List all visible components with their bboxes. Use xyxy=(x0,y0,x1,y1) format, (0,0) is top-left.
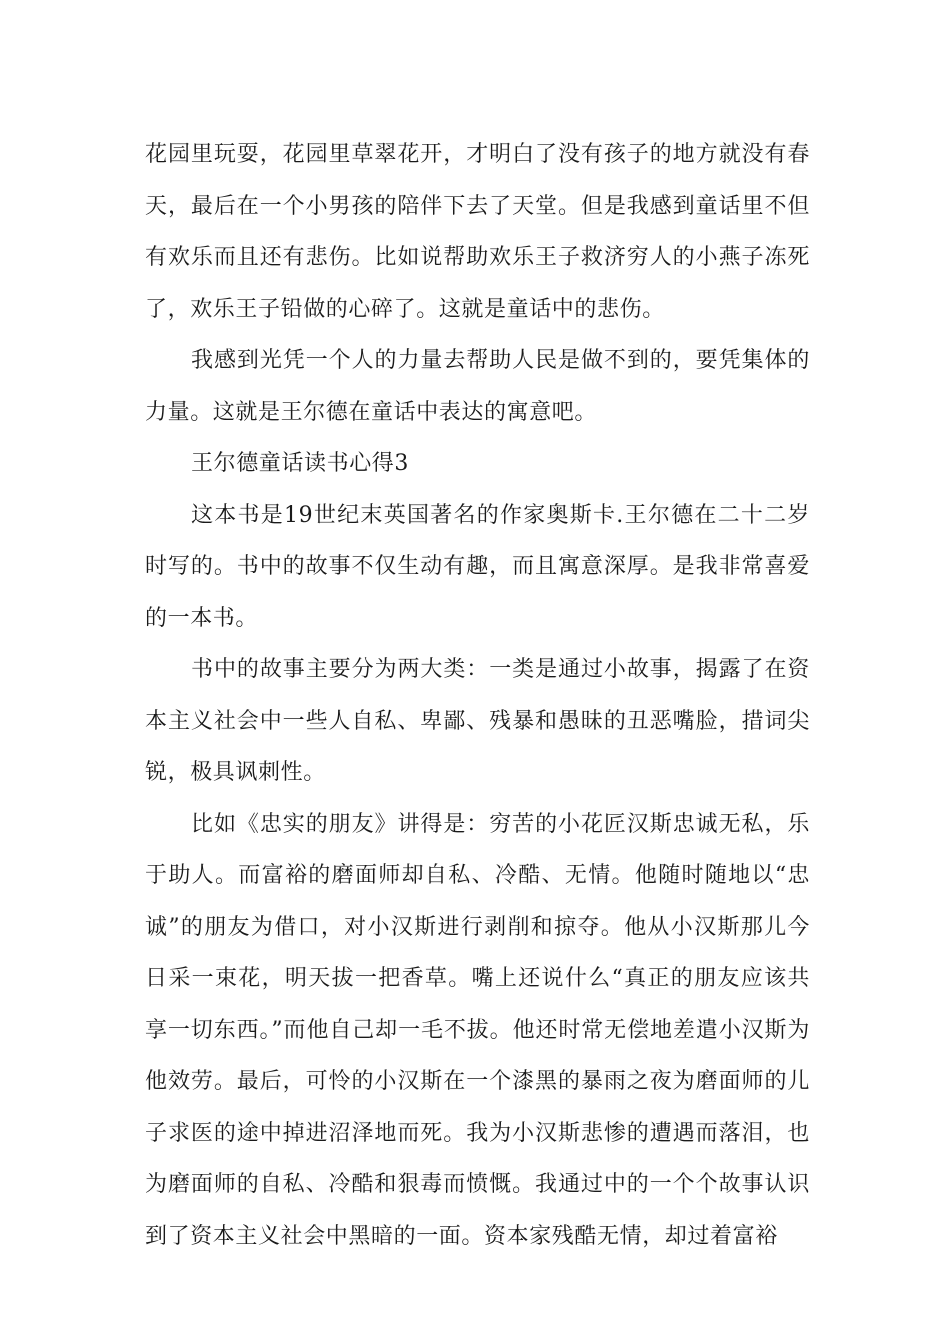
section-heading: 王尔德童话读书心得3 xyxy=(191,451,409,476)
paragraph-continuation: 花园里玩耍，花园里草翠花开，才明白了没有孩子的地方就没有春天，最后在一个小男孩的陪伴下去了天堂。但是我感到童话里不但有欢乐而且还有悲伤。比如说帮助欢乐王子救济穷人的小燕子冻死了，欢乐王子铅做的心碎了。这就是童话中的悲伤。 xyxy=(145,142,810,322)
paragraph: 我感到光凭一个人的力量去帮助人民是做不到的，要凭集体的力量。这就是王尔德在童话中表达的寓意吧。 xyxy=(145,348,810,425)
paragraph: 这本书是19世纪末英国著名的作家奥斯卡.王尔德在二十二岁时写的。书中的故事不仅生动有趣，而且寓意深厚。是我非常喜爱的一本书。 xyxy=(145,502,810,631)
document-body xyxy=(145,129,810,1262)
paragraph: 书中的故事主要分为两大类：一类是通过小故事，揭露了在资本主义社会中一些人自私、卑鄙、残暴和愚昧的丑恶嘴脸，措词尖锐，极具讽刺性。 xyxy=(145,657,810,785)
paragraph: 比如《忠实的朋友》讲得是：穷苦的小花匠汉斯忠诚无私，乐于助人。而富裕的磨面师却自私、冷酷、无情。他随时随地以“忠诚”的朋友为借口，对小汉斯进行剥削和掠夺。他从小汉斯那儿今日采一束花，明天拔一把香草。嘴上还说什么“真正的朋友应该共享一切东西。”而他自己却一毛不拔。他还时常无偿地差遣小汉斯为他效劳。最后，可怜的小汉斯在一个漆黑的暴雨之夜为磨面师的儿子求医的途中掉进沼泽地而死。我为小汉斯悲惨的遭遇而落泪，也为磨面师的自私、冷酷和狠毒而愤慨。我通过中的一个个故事认识到了资本主义社会中黑暗的一面。资本家残酷无情，却过着富裕 xyxy=(145,811,810,1249)
